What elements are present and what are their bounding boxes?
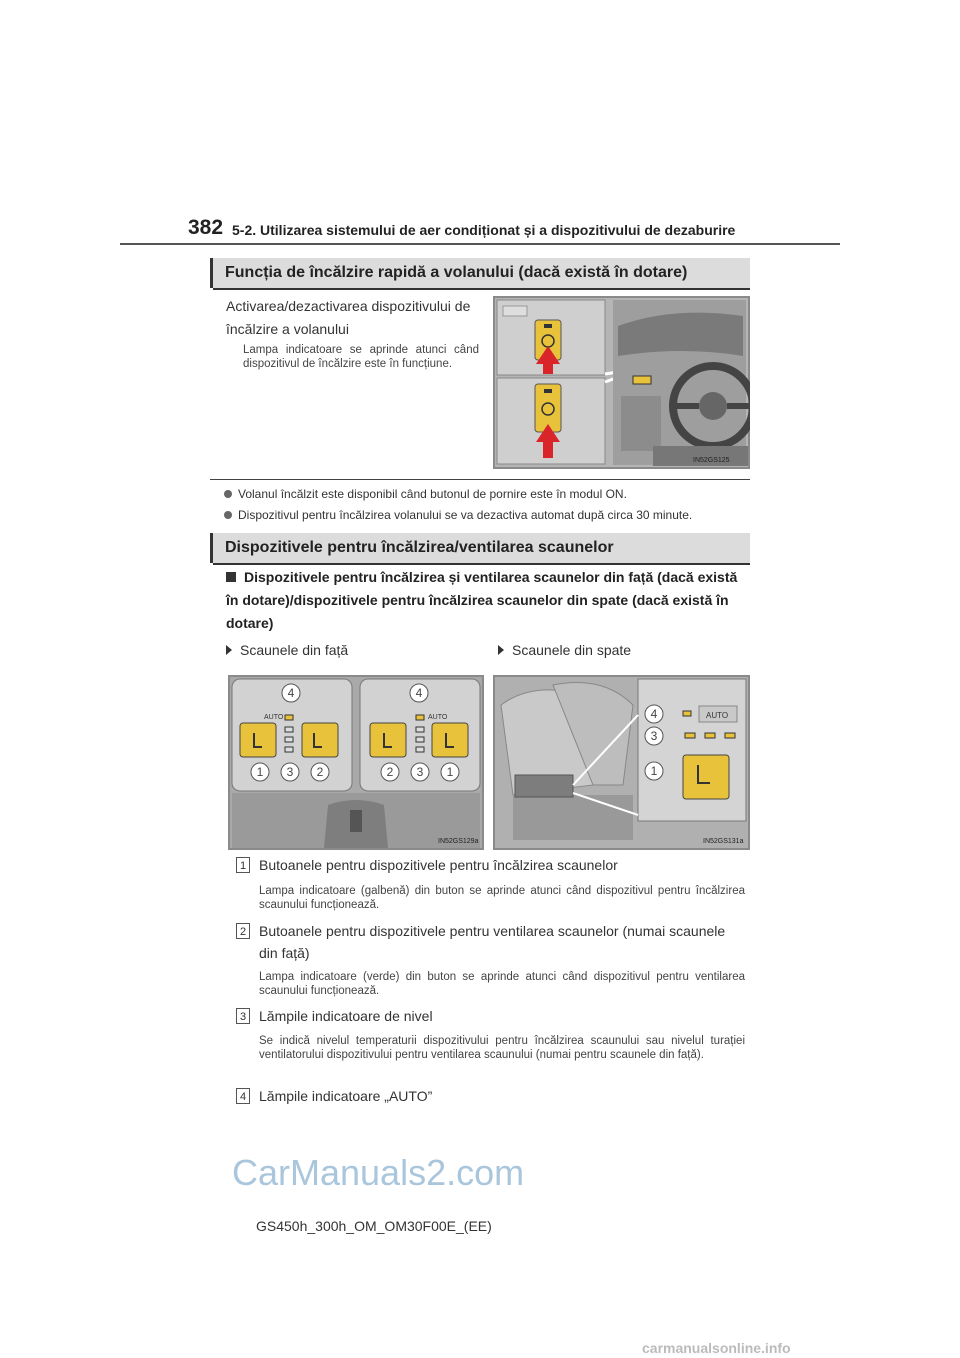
steering-heater-image [493, 296, 750, 469]
item-number-3: 3 [236, 1008, 250, 1024]
item-number-4: 4 [236, 1088, 250, 1104]
item-number-2: 2 [236, 923, 250, 939]
rear-callout-4: 4 [650, 707, 658, 721]
callout-1-left: 1 [256, 765, 264, 779]
bullet-dot-icon [224, 490, 232, 498]
rear-image-code: IN52GS131a [703, 838, 744, 845]
item-title-3: Lămpile indicatoare de nivel [259, 1008, 433, 1024]
triangle-bullet-icon [498, 645, 504, 655]
watermark-footer: carmanualsonline.info [642, 1340, 791, 1356]
triangle-bullet-icon [226, 645, 232, 655]
watermark-logo: CarManuals2.com [232, 1152, 525, 1193]
bullet-text: Dispozitivul pentru încălzirea volanului se va dezactiva automat după circa 30 minute. [238, 508, 693, 522]
item-number-1: 1 [236, 857, 250, 873]
bullet-dot-icon [224, 511, 232, 519]
header-rule [120, 243, 840, 245]
callout-2-left: 2 [316, 765, 324, 779]
square-bullet-icon [226, 572, 236, 582]
steering-heater-paragraph: Activarea/dezactivarea dispozitivului de încălzire a volanului [226, 298, 471, 337]
callout-4-left: 4 [287, 686, 295, 700]
section1-divider [210, 479, 750, 480]
section-heading-seat-heaters: Dispozitivele pentru încălzirea/ventilarea scaunelor [210, 533, 750, 563]
auto-label-left: AUTO [264, 714, 284, 721]
steering-image-code: IN52GS125 [693, 457, 730, 464]
rear-auto-label: AUTO [706, 711, 729, 720]
section-heading-steering-heater: Funcția de încălzire rapidă a volanului (dacă există în dotare) [210, 258, 750, 288]
callout-2-right: 2 [386, 765, 394, 779]
rear-callout-1: 1 [650, 764, 658, 778]
callout-1-right: 1 [446, 765, 454, 779]
rear-seats-label: Scaunele din spate [498, 642, 631, 658]
front-seats-label: Scaunele din față [226, 642, 348, 658]
chapter-title: 5-2. Utilizarea sistemului de aer condiționat și a dispozitivului de dezaburire [232, 222, 736, 238]
item-desc-1: Lampa indicatoare (galbenă) din buton se aprinde atunci când dispozitivul pentru încălzirea scaunului funcționează. [259, 885, 745, 911]
item-desc-3: Se indică nivelul temperaturii dispozitivului pentru încălzirea scaunului sau nivelul turației ventilatorului dispozitivului pentru ventilarea scaunului (numai pentru scaunele din față). [259, 1035, 745, 1061]
bullet-item [224, 508, 754, 522]
callout-3-right: 3 [416, 765, 424, 779]
item-title-2: Butoanele pentru dispozitivele pentru ventilarea scaunelor (numai scaunele din față) [259, 923, 726, 961]
seat-subheading-text: Dispozitivele pentru încălzirea și ventilarea scaunelor din față (dacă există în dotare)/dispozitivele pentru încălzirea scaunelor din spate (dacă există în dotare) [226, 569, 738, 631]
front-image-code: IN52GS129a [438, 838, 479, 845]
item-title-4: Lămpile indicatoare „AUTO” [259, 1088, 433, 1104]
front-seats-image [228, 675, 484, 850]
bullet-text: Volanul încălzit este disponibil când butonul de pornire este în modul ON. [238, 487, 627, 501]
page-number: 382 [188, 216, 224, 239]
auto-label-right: AUTO [428, 714, 448, 721]
bullet-item [224, 487, 754, 501]
document-id: GS450h_300h_OM_OM30F00E_(EE) [256, 1218, 492, 1234]
item-title-1: Butoanele pentru dispozitivele pentru încălzirea scaunelor [259, 857, 618, 873]
callout-3-left: 3 [286, 765, 294, 779]
rear-seats-image [493, 675, 750, 850]
steering-heater-note: Lampa indicatoare se aprinde atunci când dispozitivul de încălzire este în funcțiune. [243, 344, 479, 370]
callout-4-right: 4 [415, 686, 423, 700]
item-desc-2: Lampa indicatoare (verde) din buton se aprinde atunci când dispozitivul pentru ventilarea scaunului funcționează. [259, 971, 745, 997]
seat-subheading [226, 566, 748, 635]
rear-callout-3: 3 [650, 729, 658, 743]
